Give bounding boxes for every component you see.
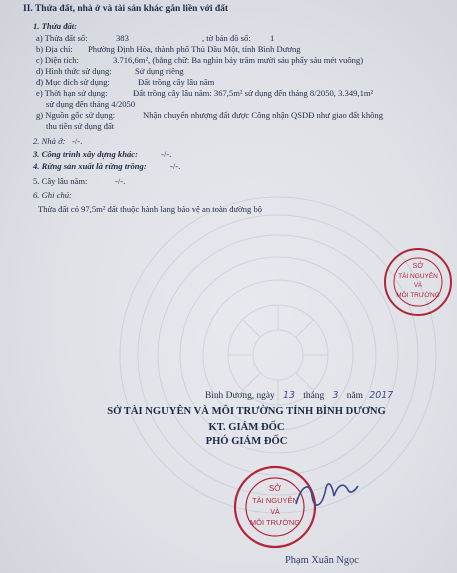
usage-form-row bbox=[36, 66, 184, 76]
section-title: II. Thửa đất, nhà ở và tài sản khác gắn liền với đất bbox=[23, 4, 229, 14]
month-label: tháng bbox=[303, 391, 325, 401]
map-sheet-value: 1 bbox=[270, 33, 275, 43]
usage-origin-label: g) Nguồn gốc sử dụng: bbox=[36, 110, 116, 120]
usage-term-value-cont: sử dụng đến tháng 4/2050 bbox=[46, 99, 136, 109]
parcel-number-value: 383 bbox=[116, 33, 129, 43]
area-row bbox=[36, 55, 364, 65]
date-month: 3 bbox=[332, 390, 339, 401]
parcel-number-label: a) Thửa đất số: bbox=[36, 33, 88, 43]
on-behalf-title: KT. GIÁM ĐỐC bbox=[208, 422, 285, 433]
seal-top-line1: SỞ bbox=[412, 263, 424, 270]
place-date-prefix: Bình Dương, ngày bbox=[205, 391, 275, 401]
land-heading: 1. Thửa đất: bbox=[33, 21, 78, 31]
address-label: b) Địa chỉ: bbox=[36, 44, 73, 54]
area-value: 3.716,6m², (bằng chữ: Ba nghìn bảy trăm mười sáu phẩy sáu mét vuông) bbox=[113, 55, 364, 65]
perennial-label: 5. Cây lâu năm: bbox=[33, 176, 88, 186]
usage-form-label: d) Hình thức sử dụng: bbox=[36, 66, 112, 76]
position-title: PHÓ GIÁM ĐỐC bbox=[205, 436, 288, 447]
seal-bottom-line1: SỞ bbox=[268, 484, 282, 493]
date-day: 13 bbox=[283, 390, 295, 401]
official-seal-top bbox=[382, 246, 454, 318]
seal-top-line4: MÔI TRƯỜNG bbox=[396, 292, 440, 299]
agency-name: SỞ TÀI NGUYÊN VÀ MÔI TRƯỜNG TỈNH BÌNH DƯƠNG bbox=[107, 406, 386, 417]
year-label: năm bbox=[346, 391, 363, 401]
house-row bbox=[33, 136, 83, 146]
usage-form-value: Sử dụng riêng bbox=[135, 66, 184, 76]
construction-row bbox=[33, 149, 172, 159]
seal-top-line3: VÀ bbox=[413, 283, 423, 289]
usage-term-row bbox=[36, 88, 374, 98]
place-date-line bbox=[205, 391, 393, 401]
perennial-value: -/-. bbox=[115, 176, 126, 186]
date-year: 2017 bbox=[369, 390, 394, 401]
address-value: Phường Định Hòa, thành phố Thủ Dầu Một, tỉnh Bình Dương bbox=[88, 44, 301, 54]
address-row bbox=[36, 44, 301, 54]
signer-name: Phạm Xuân Ngọc bbox=[285, 555, 359, 566]
notes-value: Thửa đất có 97,5m² đất thuộc hành lang bảo vệ an toàn đường bộ bbox=[38, 204, 263, 214]
usage-origin-value-cont: thu tiền sử dụng đất bbox=[46, 121, 115, 131]
house-value: -/-. bbox=[72, 136, 83, 146]
area-label: c) Diện tích: bbox=[36, 55, 79, 65]
construction-label: 3. Công trình xây dựng khác: bbox=[33, 149, 138, 159]
parcel-number-row bbox=[36, 33, 275, 43]
handwritten-signature bbox=[292, 474, 362, 514]
usage-term-value: Đất trồng cây lâu năm: 367,5m² sử dụng đến tháng 8/2050, 3.349,1m² bbox=[133, 88, 374, 98]
seal-bottom-line2: TÀI NGUYÊN bbox=[252, 496, 298, 505]
seal-top-line2: TÀI NGUYÊN bbox=[398, 273, 438, 280]
house-label: 2. Nhà ở: bbox=[33, 136, 66, 146]
notes-label: 6. Ghi chú: bbox=[33, 190, 72, 200]
usage-purpose-label: đ) Mục đích sử dụng: bbox=[36, 77, 110, 87]
usage-origin-value: Nhận chuyển nhượng đất được Công nhận QSDĐ như giao đất không bbox=[143, 110, 384, 120]
usage-purpose-row bbox=[36, 77, 215, 87]
seal-bottom-line4: MÔI TRƯỜNG bbox=[249, 518, 301, 527]
forest-label: 4. Rừng sản xuất là rừng trồng: bbox=[33, 161, 147, 171]
usage-purpose-value: Đất trồng cây lâu năm bbox=[138, 77, 215, 87]
seal-bottom-line3: VÀ bbox=[270, 509, 280, 516]
map-sheet-label: , tờ bản đồ số: bbox=[202, 33, 251, 43]
perennial-row bbox=[33, 176, 126, 186]
usage-origin-row bbox=[36, 110, 384, 120]
construction-value: -/-. bbox=[161, 149, 172, 159]
forest-value: -/-. bbox=[170, 161, 181, 171]
forest-row bbox=[33, 161, 181, 171]
usage-term-label: e) Thời hạn sử dụng: bbox=[36, 88, 108, 98]
